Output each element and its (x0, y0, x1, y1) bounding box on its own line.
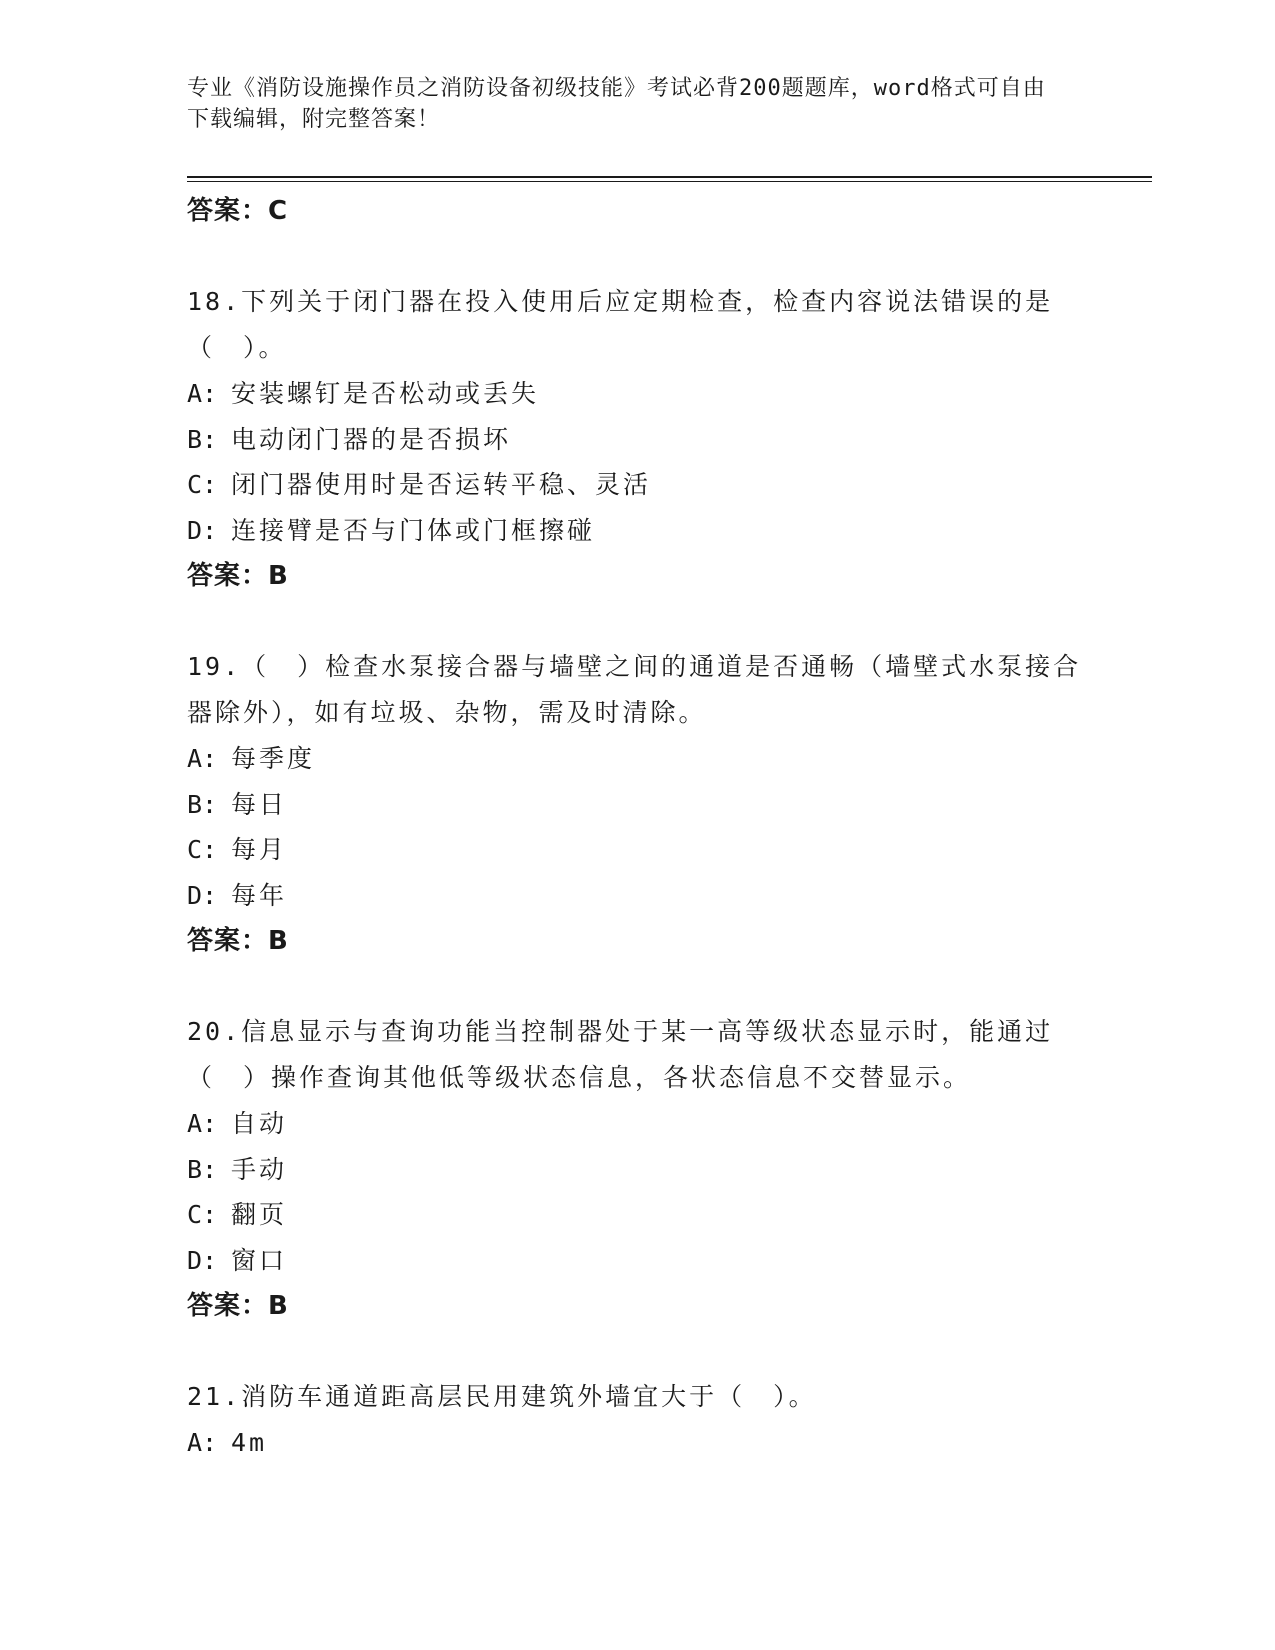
page-header: 专业《消防设施操作员之消防设备初级技能》考试必背200题题库，word格式可自由下载编辑，附完整答案！ (187, 76, 1046, 132)
option-a (187, 1420, 1087, 1466)
option-text: 每日 (231, 789, 288, 819)
option-d (187, 508, 1087, 554)
option-letter: B: (187, 424, 218, 454)
option-a (187, 371, 1087, 417)
spacer (187, 234, 1087, 279)
option-text: 4m (231, 1428, 268, 1457)
question-block (187, 1374, 1087, 1466)
option-letter: B: (187, 1154, 218, 1184)
option-letter: A: (187, 744, 218, 773)
option-text: 手动 (231, 1154, 288, 1184)
option-b (187, 1147, 1087, 1193)
option-letter: C: (187, 470, 218, 499)
option-b (187, 782, 1087, 828)
header-divider-thin (187, 181, 1152, 182)
option-letter: D: (187, 1245, 218, 1275)
option-text: 窗口 (231, 1245, 288, 1275)
option-text: 电动闭门器的是否损坏 (231, 424, 512, 454)
option-letter: D: (187, 515, 218, 545)
option-letter: A: (187, 379, 218, 408)
option-b (187, 417, 1087, 463)
option-d (187, 873, 1087, 919)
question-list (187, 188, 1087, 1466)
answer-line: 答案：C (187, 196, 289, 226)
question-block (187, 279, 1087, 599)
question-stem: 18.下列关于闭门器在投入使用后应定期检查，检查内容说法错误的是（ ）。 (187, 287, 1054, 362)
option-c (187, 827, 1087, 873)
option-c (187, 462, 1087, 508)
option-text: 每季度 (231, 744, 316, 773)
question-stem: 20.信息显示与查询功能当控制器处于某一高等级状态显示时，能通过（ ）操作查询其他低等级状态信息，各状态信息不交替显示。 (187, 1017, 1054, 1092)
option-text: 连接臂是否与门体或门框擦碰 (231, 515, 596, 545)
spacer (187, 599, 1087, 644)
option-letter: B: (187, 789, 218, 819)
option-letter: D: (187, 880, 218, 910)
answer-line: 答案：B (187, 561, 289, 591)
option-d (187, 1238, 1087, 1284)
question-stem: 21.消防车通道距高层民用建筑外墙宜大于（ ）。 (187, 1382, 817, 1411)
option-text: 闭门器使用时是否运转平稳、灵活 (231, 470, 652, 499)
spacer (187, 1329, 1087, 1374)
option-letter: A: (187, 1428, 218, 1457)
option-c (187, 1192, 1087, 1238)
option-text: 自动 (231, 1109, 288, 1138)
option-letter: A: (187, 1109, 218, 1138)
option-letter: C: (187, 1200, 218, 1229)
option-text: 安装螺钉是否松动或丢失 (231, 379, 540, 408)
option-letter: C: (187, 835, 218, 864)
option-text: 每月 (231, 835, 288, 864)
answer-line: 答案：B (187, 926, 289, 956)
question-block (187, 1009, 1087, 1329)
option-text: 每年 (231, 880, 288, 910)
option-a (187, 736, 1087, 782)
option-text: 翻页 (231, 1200, 288, 1229)
option-a (187, 1101, 1087, 1147)
question-stem: 19.（ ）检查水泵接合器与墙壁之间的通道是否通畅（墙壁式水泵接合器除外），如有垃圾、杂物，需及时清除。 (187, 652, 1082, 727)
answer-line: 答案：B (187, 1291, 289, 1321)
spacer (187, 964, 1087, 1009)
header-divider-thick (187, 176, 1152, 178)
question-block (187, 644, 1087, 964)
